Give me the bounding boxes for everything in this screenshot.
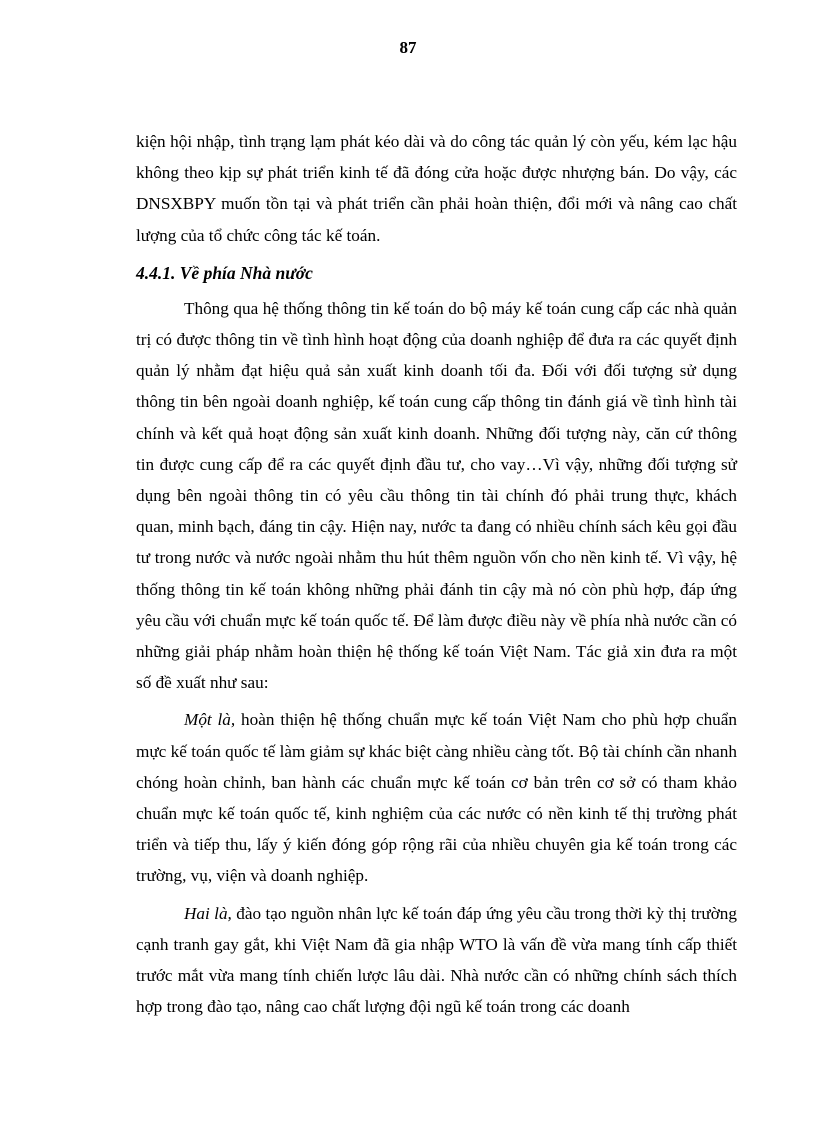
first-proposal-body: hoàn thiện hệ thống chuẩn mực kế toán Việt Nam cho phù hợp chuẩn mực kế toán quốc tế làm giảm sự khác biệt càng nhiều càng tốt. Bộ tài chính cần nhanh chóng hoàn chỉnh, ban hành các chuẩn mực kế toán cơ bản trên cơ sở có tham khảo chuẩn mực kế toán quốc tế, kinh nghiệm của các nước có nền kinh tế thị trường phát triển và tiếp thu, lấy ý kiến đóng góp rộng rãi của nhiều chuyên gia kế toán trong các trường, vụ, viện và doanh nghiệp. [136,710,737,886]
second-proposal-lead: Hai là, [184,903,232,923]
state-role-paragraph: Thông qua hệ thống thông tin kế toán do bộ máy kế toán cung cấp các nhà quản trị có được thông tin về tình hình hoạt động của doanh nghiệp để đưa ra các quyết định quản lý nhằm đạt hiệu quả sản xuất kinh doanh tối đa. Đối với đối tượng sử dụng thông tin bên ngoài doanh nghiệp, kế toán cung cấp thông tin đánh giá về tình hình tài chính và kết quả hoạt động sản xuất kinh doanh. Những đối tượng này, căn cứ thông tin được cung cấp để ra các quyết định đầu tư, cho vay…Vì vậy, những đối tượng sử dụng bên ngoài thông tin có yêu cầu thông tin tài chính đó phải trung thực, khách quan, minh bạch, đáng tin cậy. Hiện nay, nước ta đang có nhiều chính sách kêu gọi đầu tư trong nước và nước ngoài nhằm thu hút thêm nguồn vốn cho nền kinh tế. Vì vậy, hệ thống thông tin kế toán không những phải đánh tin cậy mà nó còn phù hợp, đáp ứng yêu cầu với chuẩn mực kế toán quốc tế. Để làm được điều này về phía nhà nước cần có những giải pháp nhằm hoàn thiện hệ thống kế toán Việt Nam. Tác giả xin đưa ra một số đề xuất như sau: [136,298,737,693]
intro-paragraph: kiện hội nhập, tình trạng lạm phát kéo dài và do công tác quản lý còn yếu, kém lạc hậu không theo kịp sự phát triển kinh tế đã đóng cửa hoặc được nhượng bán. Do vậy, các DNSXBPY muốn tồn tại và phát triển cần phải hoàn thiện, đổi mới và nâng cao chất lượng của tổ chức công tác kế toán. [136,132,737,245]
first-proposal-paragraph [136,704,737,891]
section-heading: 4.4.1. Về phía Nhà nước [136,262,313,283]
second-proposal-body: đào tạo nguồn nhân lực kế toán đáp ứng yêu cầu trong thời kỳ thị trường cạnh tranh gay gắt, khi Việt Nam đã gia nhập WTO là vấn đề vừa mang tính cấp thiết trước mắt vừa mang tính chiến lược lâu dài. Nhà nước cần có những chính sách thích hợp trong đào tạo, nâng cao chất lượng đội ngũ kế toán trong các doanh [136,903,737,1017]
page-content [136,126,737,1022]
page-number: 87 [399,38,417,57]
first-proposal-lead: Một là, [184,710,236,730]
second-proposal-paragraph [136,898,737,1023]
